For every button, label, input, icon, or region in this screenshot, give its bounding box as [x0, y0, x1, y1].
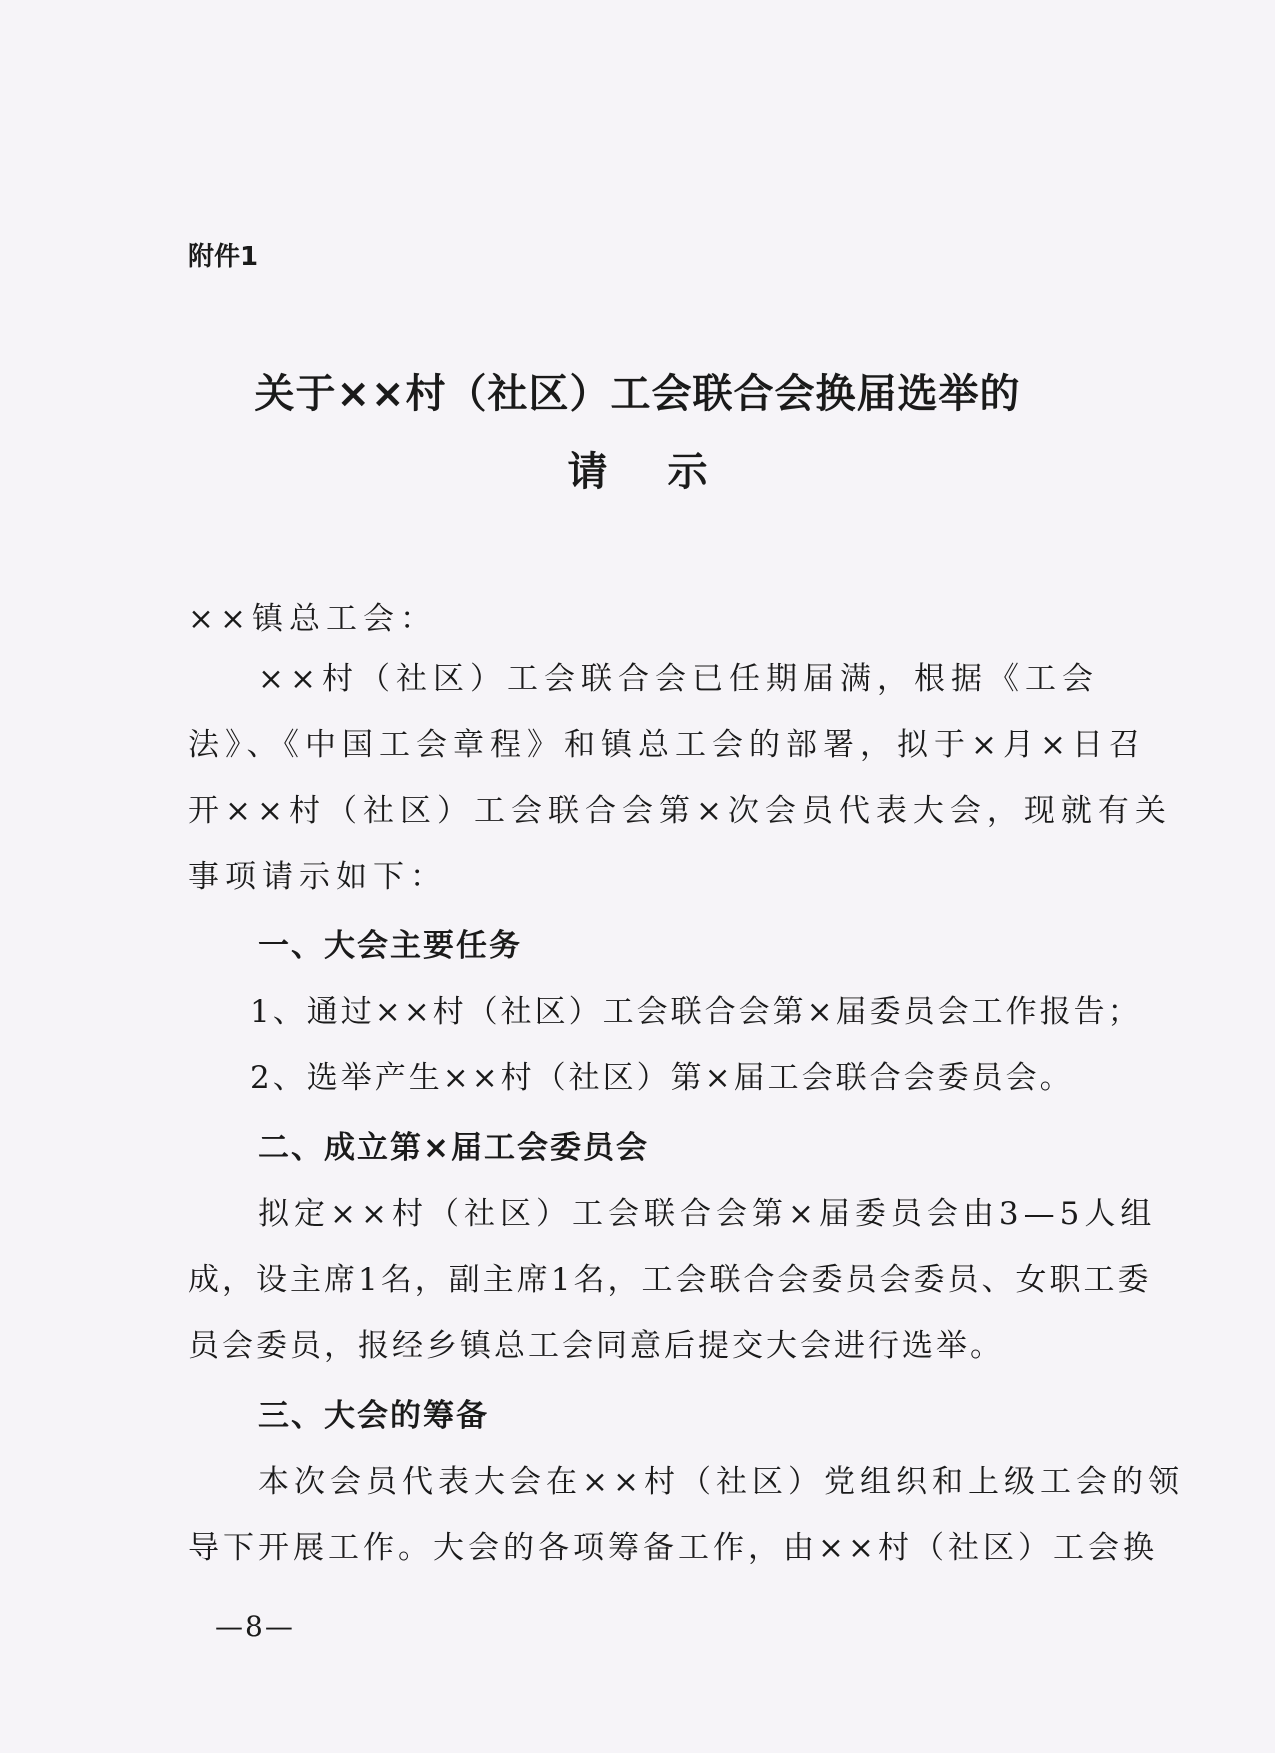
section3-heading: 三、大会的筹备 — [258, 1398, 489, 1434]
section1-item: 1、通过××村（社区）工会联合会第×届委员会工作报告； — [250, 994, 1142, 1030]
section2-line: 成，设主席1名，副主席1名，工会联合会委员会委员、女职工委 — [188, 1262, 1152, 1298]
document-title-line2: 请示 — [567, 449, 768, 495]
section1-item: 2、选举产生××村（社区）第×届工会联合会委员会。 — [250, 1060, 1074, 1096]
section1-heading: 一、大会主要任务 — [258, 928, 522, 964]
salutation: ××镇总工会： — [188, 601, 437, 637]
intro-line: 法》、《中国工会章程》和镇总工会的部署，拟于×月×日召 — [188, 727, 1146, 763]
document-title-line1: 关于××村（社区）工会联合会换届选举的 — [254, 371, 1021, 417]
section2-line: 拟定××村（社区）工会联合会第×届委员会由3—5人组 — [258, 1196, 1157, 1232]
section2-heading: 二、成立第×届工会委员会 — [258, 1130, 649, 1166]
section3-line: 本次会员代表大会在××村（社区）党组织和上级工会的领 — [258, 1464, 1184, 1500]
intro-line: ××村（社区）工会联合会已任期届满，根据《工会 — [258, 661, 1099, 697]
intro-line: 开××村（社区）工会联合会第×次会员代表大会，现就有关 — [188, 793, 1172, 829]
section3-line: 导下开展工作。大会的各项筹备工作，由××村（社区）工会换 — [188, 1530, 1158, 1566]
attachment-label: 附件1 — [188, 242, 259, 272]
intro-line: 事项请示如下： — [188, 859, 447, 895]
section2-line: 员会委员，报经乡镇总工会同意后提交大会进行选举。 — [188, 1328, 1004, 1364]
page-number: —8— — [215, 1610, 295, 1643]
